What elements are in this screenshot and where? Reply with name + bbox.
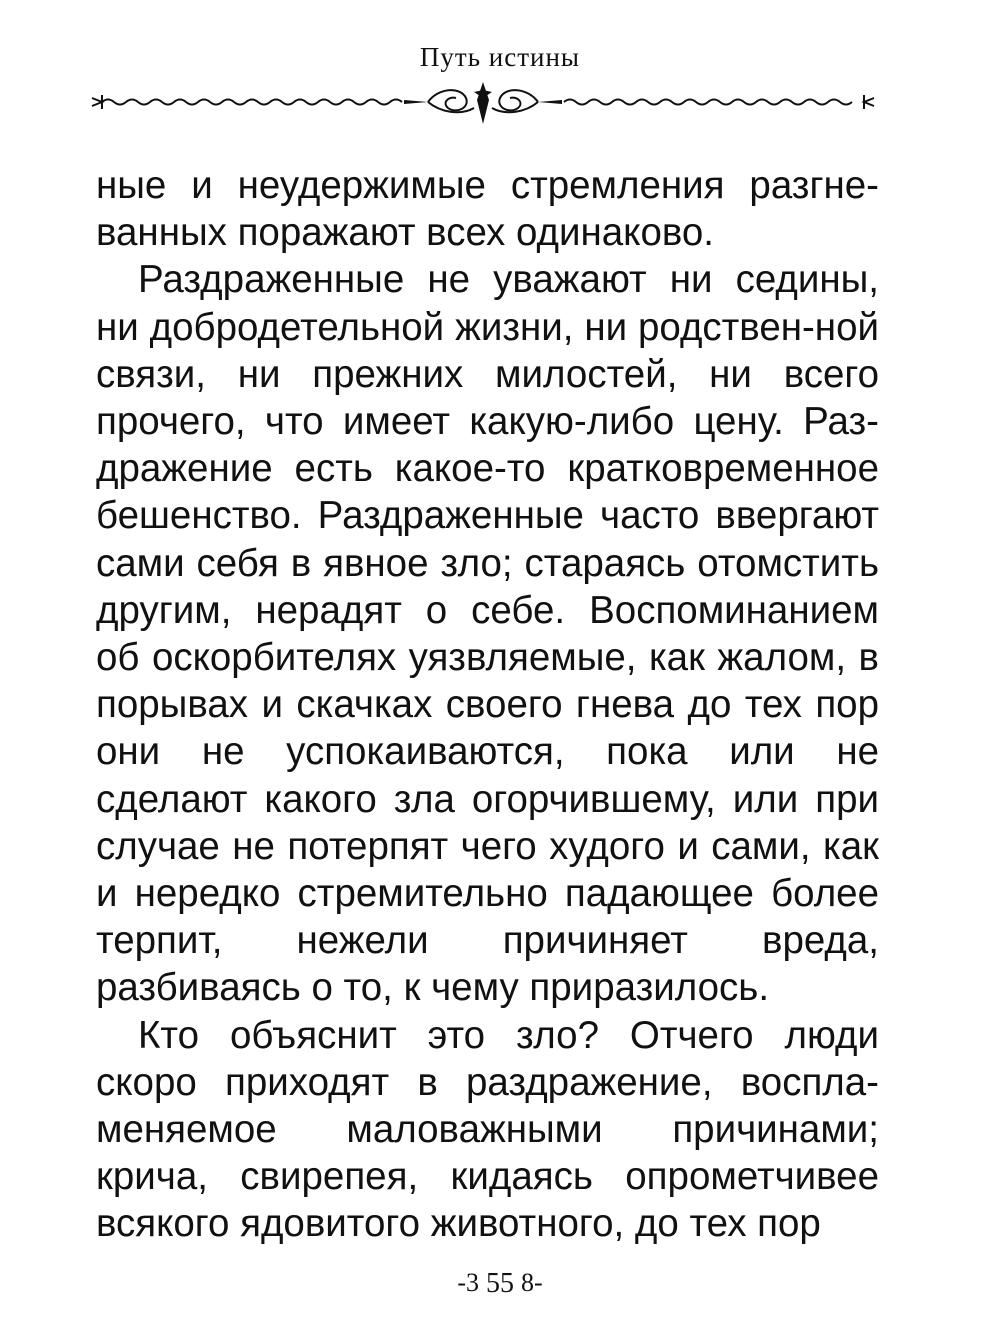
body-text [96, 162, 879, 1248]
running-title: Путь истины [419, 42, 581, 72]
folio-right-mark: 8- [521, 1268, 543, 1297]
folio-left-mark: -3 [457, 1268, 479, 1297]
paragraph: Кто объяснит это зло? Отчего люди скоро приходят в раздражение, воспла-меняемое маловажными причинами; крича, свирепея, кидаясь опрометчивее всякого ядовитого животного, до тех пор [96, 1013, 879, 1246]
ornamental-divider-icon [88, 78, 878, 138]
paragraph: ные и неудержимые стремления разгне-ванных поражают всех одинаково. [96, 164, 879, 255]
paragraph: Раздраженные не уважают ни седины, ни добродетельной жизни, ни родствен-ной связи, ни прежних милостей, ни всего прочего, что имеет какую-либо цену. Раз-дражение есть какое-то кратковременное бешенство. Раздраженные часто ввергают сами себя в явное зло; стараясь отомстить другим, нерадят о себе. Воспоминанием об оскорбителях уязвляемые, как жалом, в порывах и скачках своего гнева до тех пор они не успокаиваются, пока или не сделают какого зла огорчившему, или при случае не потерпят чего худого и сами, как и нередко стремительно падающее более терпит, нежели причиняет вреда, разбиваясь о то, к чему приразилось. [96, 258, 879, 1010]
page-number: 55 [486, 1268, 514, 1299]
page-footer [0, 1268, 1000, 1300]
